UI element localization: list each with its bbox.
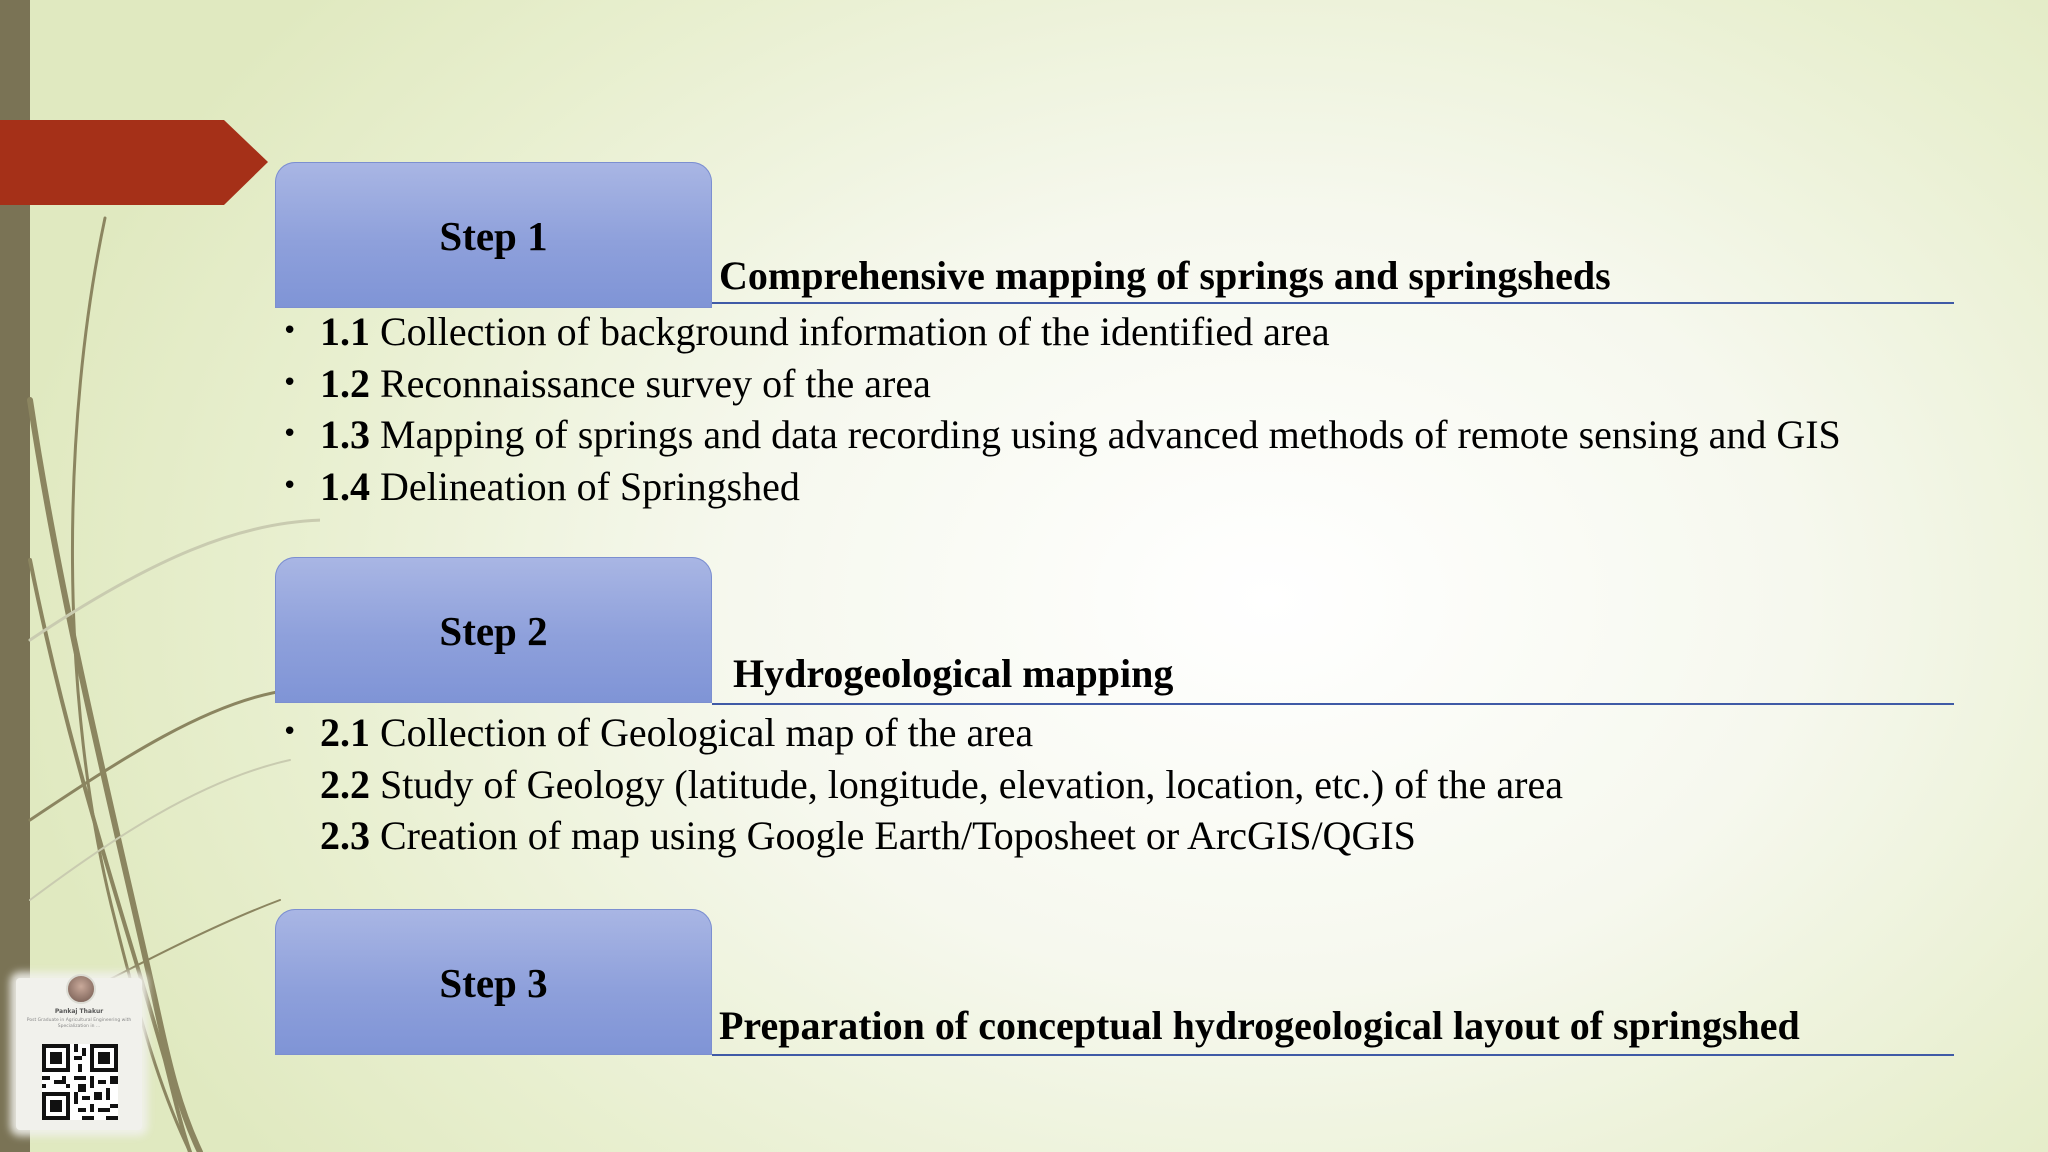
- item-number: 1.2: [320, 360, 370, 406]
- item-text: Mapping of springs and data recording using advanced methods of remote sensing and GIS: [380, 412, 1841, 457]
- list-item: [282, 306, 1841, 358]
- list-item: [282, 358, 1841, 410]
- step-2-rule: [712, 703, 1954, 705]
- item-number: 1.3: [320, 412, 370, 457]
- author-role: Post Graduate in Agricultural Engineering with Specialization in ...: [26, 1018, 132, 1029]
- step-1-rule: [712, 302, 1954, 304]
- list-item: [282, 409, 1841, 461]
- list-item: [282, 759, 1563, 811]
- bullet-icon: •: [282, 367, 298, 398]
- author-badge: [16, 978, 142, 1130]
- list-item: [282, 810, 1563, 862]
- item-text: Collection of Geological map of the area: [380, 710, 1034, 755]
- list-item: [282, 461, 1841, 513]
- step-2-heading: Hydrogeological mapping: [733, 651, 1174, 696]
- item-text: Reconnaissance survey of the area: [380, 360, 931, 406]
- list-item: [282, 707, 1563, 759]
- step-1-list: [282, 306, 1841, 512]
- step-2-list: [282, 707, 1563, 862]
- step-3-rule: [712, 1054, 1954, 1056]
- item-text: Collection of background information of the identified area: [380, 309, 1330, 354]
- item-text: Creation of map using Google Earth/Toposheet or ArcGIS/QGIS: [380, 813, 1416, 858]
- bullet-icon: •: [282, 316, 298, 346]
- step-3-heading: Preparation of conceptual hydrogeological layout of springshed: [719, 1003, 1800, 1048]
- item-text: Delineation of Springshed: [380, 463, 800, 509]
- qr-code-icon: [42, 1044, 118, 1120]
- step-3-label: Step 3: [439, 960, 548, 1006]
- step-1-tab: [275, 162, 712, 308]
- item-number: 1.4: [320, 463, 370, 509]
- item-number: 2.1: [320, 710, 370, 755]
- step-3-tab: [275, 909, 712, 1055]
- item-number: 1.1: [320, 309, 370, 354]
- item-number: 2.2: [320, 761, 370, 807]
- step-1-label: Step 1: [439, 213, 548, 259]
- step-1-heading: Comprehensive mapping of springs and springsheds: [719, 253, 1611, 298]
- item-number: 2.3: [320, 813, 370, 858]
- avatar: [66, 974, 96, 1004]
- item-text: Study of Geology (latitude, longitude, elevation, location, etc.) of the area: [380, 761, 1563, 807]
- bullet-icon: •: [282, 470, 298, 501]
- author-name: Pankaj Thakur: [54, 1008, 104, 1015]
- bullet-icon: •: [282, 419, 298, 449]
- red-arrow-marker: [0, 120, 268, 205]
- step-2-tab: [275, 557, 712, 703]
- step-2-label: Step 2: [439, 608, 548, 654]
- bullet-icon: •: [282, 717, 298, 747]
